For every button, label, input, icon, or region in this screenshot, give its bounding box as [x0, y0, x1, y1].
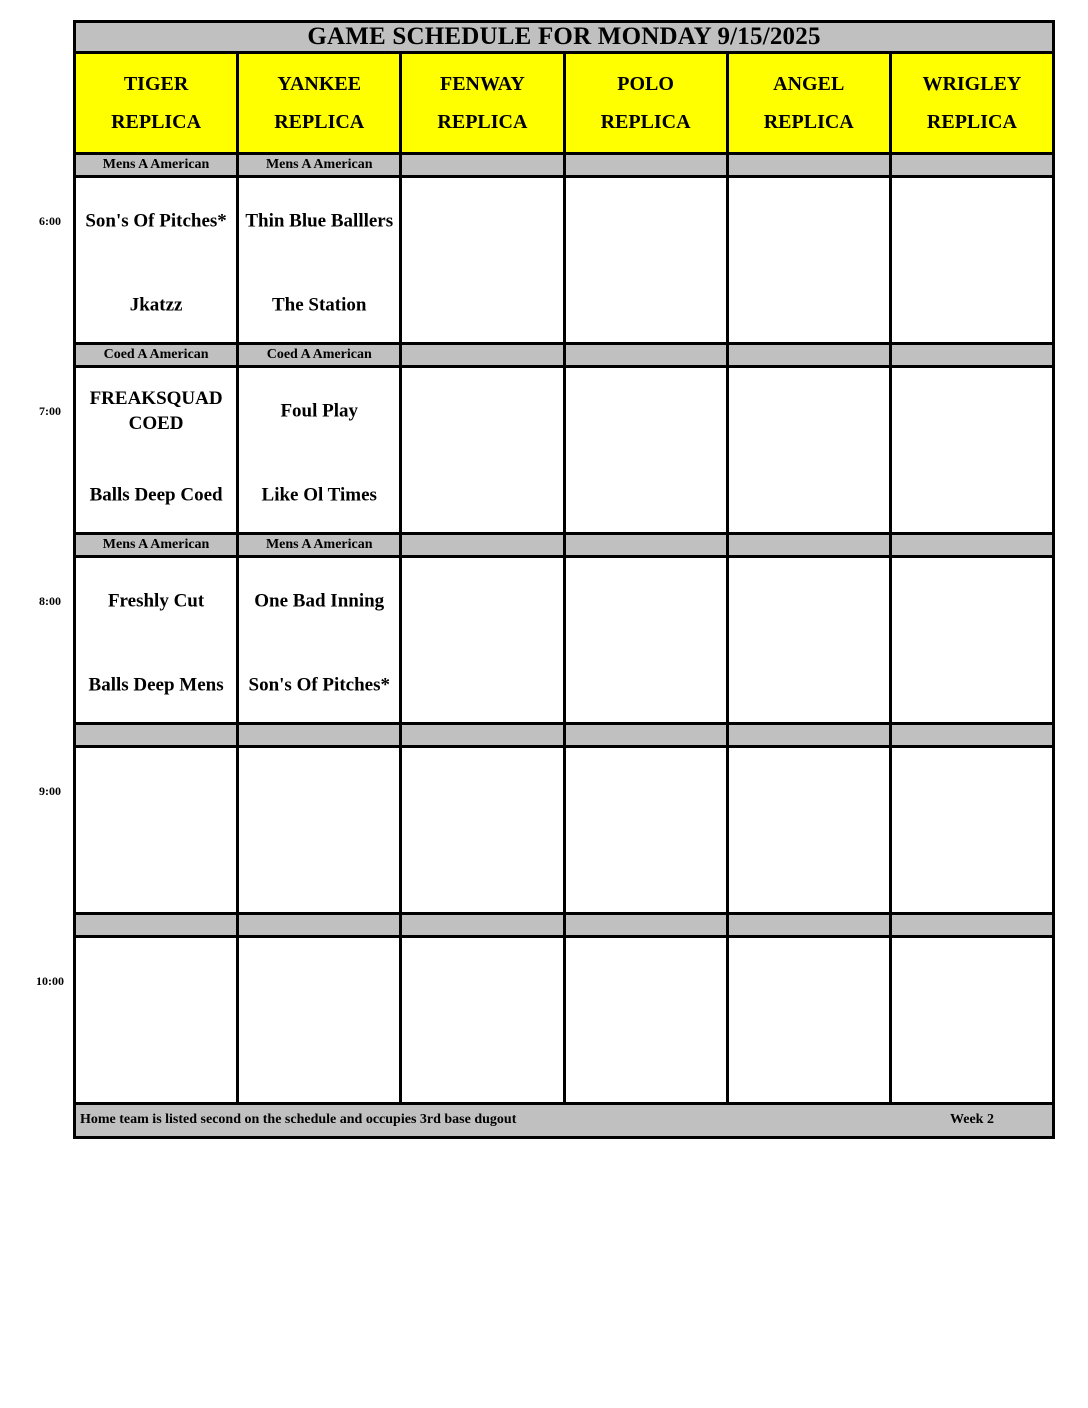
division-label	[566, 725, 729, 745]
time-label: 7:00	[39, 404, 61, 418]
week-label: Week 2	[950, 1112, 994, 1127]
game-cell	[892, 558, 1055, 722]
game-cell	[402, 558, 565, 722]
division-label	[566, 345, 729, 365]
away-team: Freshly Cut	[107, 590, 205, 612]
game-cell	[729, 368, 892, 532]
game-cell	[566, 748, 729, 912]
division-label	[892, 535, 1055, 555]
game-cell	[892, 748, 1055, 912]
home-team: Son's Of Pitches*	[248, 674, 390, 696]
game-cell	[76, 748, 239, 912]
division-label: Mens A American	[76, 155, 239, 175]
field-header-wrigley	[892, 54, 1055, 152]
game-row	[73, 558, 1055, 725]
division-label: Mens A American	[239, 535, 402, 555]
time-label: 10:00	[36, 974, 64, 988]
time-label: 8:00	[39, 594, 61, 608]
division-label: Mens A American	[239, 155, 402, 175]
division-label	[402, 535, 565, 555]
division-label	[566, 535, 729, 555]
division-row	[73, 155, 1055, 178]
field-subtitle: REPLICA	[274, 110, 365, 133]
time-slots	[73, 155, 1055, 1105]
game-row	[73, 938, 1055, 1105]
game-cell	[892, 178, 1055, 342]
field-name: WRIGLEY	[922, 72, 1022, 95]
game-cell	[239, 368, 402, 532]
division-label	[76, 915, 239, 935]
division-label	[402, 915, 565, 935]
away-team: Son's Of Pitches*	[85, 210, 227, 232]
division-label	[402, 345, 565, 365]
division-label	[892, 155, 1055, 175]
home-team: Jkatzz	[129, 294, 183, 316]
game-row	[73, 178, 1055, 345]
division-label	[729, 915, 892, 935]
game-cell	[892, 368, 1055, 532]
game-cell	[566, 938, 729, 1102]
division-label	[402, 725, 565, 745]
time-label: 6:00	[39, 214, 61, 228]
division-label	[239, 915, 402, 935]
field-name: ANGEL	[773, 72, 845, 95]
division-row	[73, 915, 1055, 938]
field-header-angel	[729, 54, 892, 152]
field-name: FENWAY	[439, 72, 525, 95]
game-cell	[402, 938, 565, 1102]
division-label	[729, 725, 892, 745]
schedule-footer	[73, 1105, 1055, 1139]
division-label	[729, 345, 892, 365]
field-header-polo	[566, 54, 729, 152]
game-row	[73, 368, 1055, 535]
division-label	[566, 155, 729, 175]
division-label	[892, 725, 1055, 745]
game-cell	[402, 368, 565, 532]
home-team-note: Home team is listed second on the schedule and occupies 3rd base dugout	[80, 1112, 517, 1127]
field-subtitle: REPLICA	[600, 110, 691, 133]
division-label	[892, 915, 1055, 935]
field-header-row	[73, 54, 1055, 155]
game-cell	[566, 368, 729, 532]
home-team: Balls Deep Coed	[89, 484, 223, 506]
division-label	[892, 345, 1055, 365]
division-label: Coed A American	[76, 345, 239, 365]
division-label	[729, 155, 892, 175]
game-cell	[76, 938, 239, 1102]
schedule-title: GAME SCHEDULE FOR MONDAY 9/15/2025	[73, 20, 1055, 54]
game-cell	[76, 558, 239, 722]
field-subtitle: REPLICA	[926, 110, 1017, 133]
away-team: FREAKSQUAD COED	[89, 388, 223, 434]
game-cell	[729, 178, 892, 342]
division-row	[73, 345, 1055, 368]
division-label	[402, 155, 565, 175]
field-header-tiger	[76, 54, 239, 152]
game-cell	[729, 558, 892, 722]
away-team: Thin Blue Balllers	[245, 210, 394, 232]
division-label	[566, 915, 729, 935]
game-cell	[76, 178, 239, 342]
field-name: TIGER	[123, 72, 189, 95]
division-label	[76, 725, 239, 745]
game-cell	[402, 178, 565, 342]
game-cell	[239, 558, 402, 722]
game-cell	[729, 938, 892, 1102]
away-team: One Bad Inning	[254, 590, 385, 612]
game-cell	[729, 748, 892, 912]
division-row	[73, 535, 1055, 558]
field-subtitle: REPLICA	[111, 110, 202, 133]
field-name: YANKEE	[277, 72, 362, 95]
game-cell	[402, 748, 565, 912]
division-label: Mens A American	[76, 535, 239, 555]
game-cell	[566, 558, 729, 722]
division-row	[73, 725, 1055, 748]
game-cell	[239, 938, 402, 1102]
home-team: The Station	[271, 294, 367, 316]
field-name: POLO	[617, 72, 674, 95]
field-subtitle: REPLICA	[763, 110, 854, 133]
division-label	[729, 535, 892, 555]
game-cell	[566, 178, 729, 342]
game-cell	[892, 938, 1055, 1102]
division-label: Coed A American	[239, 345, 402, 365]
field-header-fenway	[402, 54, 565, 152]
home-team: Like Ol Times	[261, 484, 377, 506]
game-row	[73, 748, 1055, 915]
home-team: Balls Deep Mens	[88, 674, 224, 696]
game-cell	[239, 748, 402, 912]
game-cell	[239, 178, 402, 342]
field-header-yankee	[239, 54, 402, 152]
field-subtitle: REPLICA	[437, 110, 528, 133]
schedule-sheet	[73, 20, 1055, 1139]
game-cell	[76, 368, 239, 532]
time-label: 9:00	[39, 784, 61, 798]
away-team: Foul Play	[280, 400, 359, 422]
division-label	[239, 725, 402, 745]
